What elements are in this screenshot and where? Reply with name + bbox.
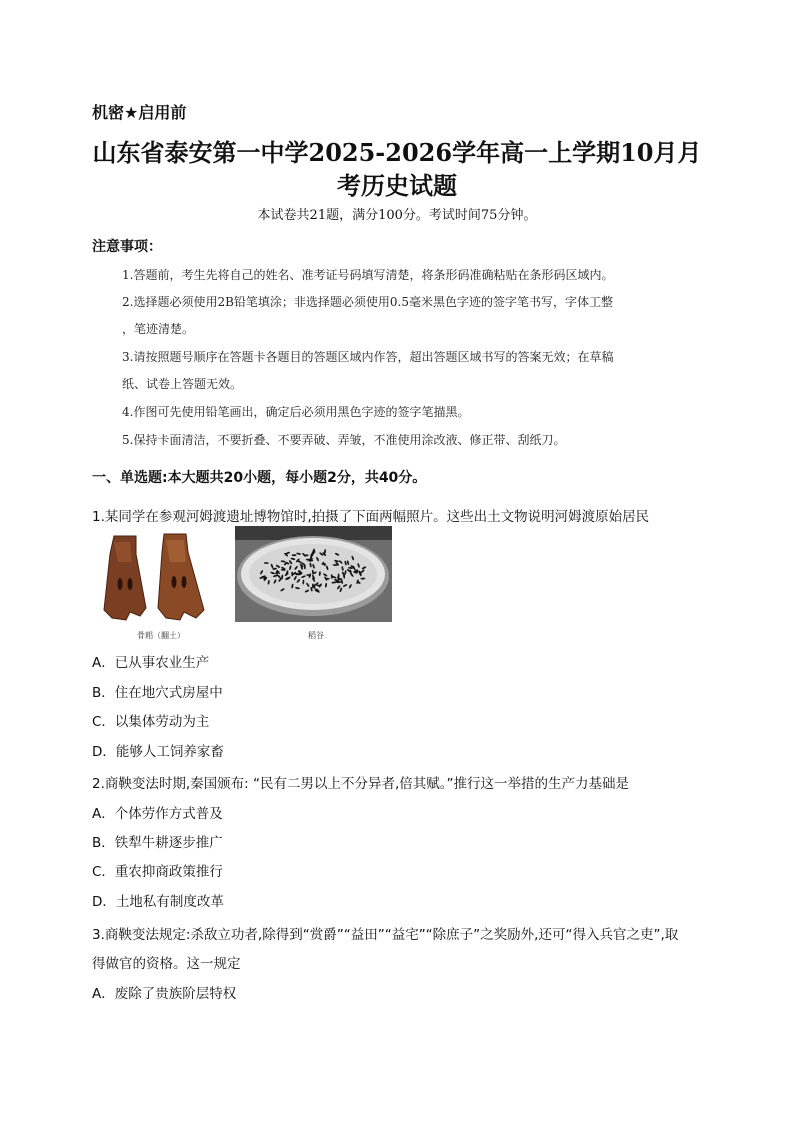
notice-item: 4.作图可先使用铅笔画出，确定后必须用黑色字迹的签字笔描黑。 [122, 405, 470, 419]
answer-option[interactable]: A．个体劳作方式普及 [92, 806, 223, 822]
question-stem: 1.某同学在参观河姆渡遗址博物馆时,拍摄了下面两幅照片。这些出土文物说明河姆渡原始居民 [92, 509, 650, 525]
notice-item: 1.答题前，考生先将自己的姓名、准考证号码填写清楚，将条形码准确粘贴在条形码区域内。 [122, 268, 614, 282]
answer-option[interactable]: C．重农抑商政策推行 [92, 864, 223, 880]
confidential-label: 机密★启用前 [92, 103, 187, 122]
answer-option[interactable]: C．以集体劳动为主 [92, 714, 210, 730]
notice-item: 2.选择题必须使用2B铅笔填涂；非选择题必须使用0.5毫米黑色字迹的签字笔书写，字体工整 [122, 295, 613, 309]
answer-option[interactable]: D．能够人工饲养家畜 [92, 744, 224, 760]
answer-option[interactable]: B．住在地穴式房屋中 [92, 685, 223, 701]
notice-item: 5.保持卡面清洁，不要折叠、不要弄破、弄皱，不准使用涂改液、修正带、刮纸刀。 [122, 433, 566, 447]
rice-grain-image [235, 526, 392, 622]
exam-title-line1: 山东省泰安第一中学2025-2026学年高一上学期10月月 [92, 138, 702, 167]
question-stem: 3.商鞅变法规定:杀敌立功者,除得到“赏爵”“益田”“益宅”“除庶子”之奖励外,还可“得入兵官之吏”,取 [92, 927, 679, 943]
section-heading: 一、单选题:本大题共20小题，每小题2分，共40分。 [92, 470, 427, 486]
bone-spade-image [100, 532, 210, 624]
question-stem-continued: 得做官的资格。这一规定 [92, 956, 241, 972]
answer-option[interactable]: A．已从事农业生产 [92, 655, 210, 671]
exam-title-line2: 考历史试题 [337, 171, 457, 200]
notice-item: 3.请按照题号顺序在答题卡各题目的答题区域内作答，超出答题区域书写的答案无效；在草稿 [122, 350, 614, 364]
image-caption: 稻谷 [308, 631, 324, 640]
notice-item: ，笔迹清楚。 [122, 322, 195, 336]
exam-info: 本试卷共21题，满分100分。考试时间75分钟。 [257, 208, 537, 223]
answer-option[interactable]: A．废除了贵族阶层特权 [92, 986, 237, 1002]
question-stem: 2.商鞅变法时期,秦国颁布: “民有二男以上不分异者,倍其赋。”推行这一举措的生产力基础是 [92, 776, 630, 792]
answer-option[interactable]: B．铁犁牛耕逐步推广 [92, 835, 223, 851]
answer-option[interactable]: D．土地私有制度改革 [92, 894, 224, 910]
notice-item: 纸、试卷上答题无效。 [122, 377, 243, 391]
image-caption: 骨耜（翻土） [137, 631, 185, 640]
notice-heading: 注意事项： [92, 239, 162, 255]
